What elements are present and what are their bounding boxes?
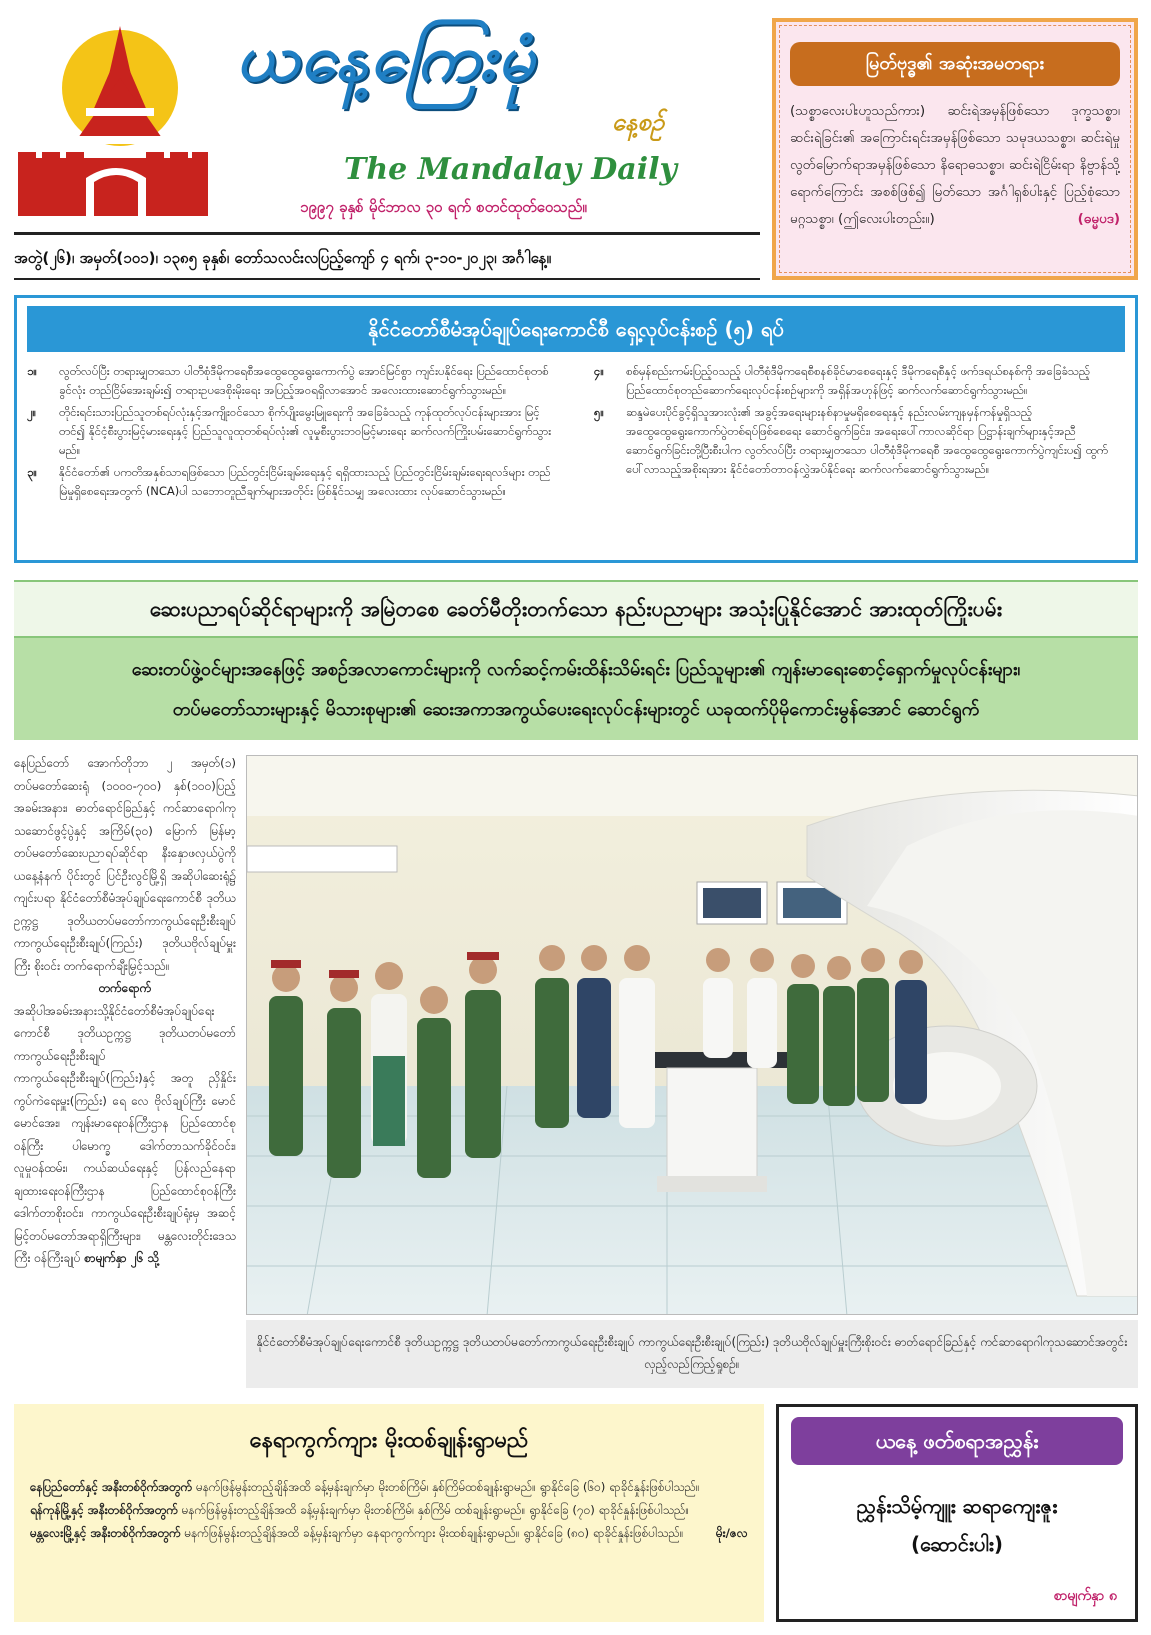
programme-item-number: ၃။ xyxy=(27,465,37,479)
weather-text: မနက်ဖြန်မွန်းတည့်ချိန်အထိ ခန့်မှန်းချက်မှာ မိုးတစ်ကြိမ်၊ နှစ်ကြိမ်ထစ်ချုန်းရွာမည်။ ရွာနိုင်ခြေ (၆၀) ရာခိုင်နှုန်းဖြစ်ပါသည်။ xyxy=(195,1480,700,1494)
quote-source: (ဓမ္မပဒ) xyxy=(1077,211,1120,227)
programme-title: နိုင်ငံတော်စီမံအုပ်ချုပ်ရေးကောင်စီ ရှေ့လုပ်ငန်းစဉ် (၅) ရပ် xyxy=(27,306,1125,352)
programme-item-text: တိုင်းရင်းသားပြည်သူတစ်ရပ်လုံးနှင့်အကျိုးဝင်သော စိုက်ပျိုးမွေးမြူရေးကို အခြေခံသည့် ကုန်ထုတ်လုပ်ငန်းများအား မြင့်တင်၍ နိုင်ငံ့စီးပွားမြင့်မားရေးနှင့် ပြည်သူလူထုတစ်ရပ်လုံး၏ လူမှုစီးပွားဘဝမြင့်မားရေး ဆက်လက်ကြိုးပမ်းဆောင်ရွက်သွားမည်။ xyxy=(59,405,552,457)
continued-on-page: စာမျက်နှာ ၂၆ သို့ xyxy=(84,1251,159,1265)
programme-item-text: ဆန္ဒမဲပေးပိုင်ခွင့်ရှိသူအားလုံး၏ အခွင့်အရေးများနစ်နာမှုမရှိစေရေးနှင့် နည်းလမ်းကျနမှန်ကန်မှုရှိသည့် အထွေထွေရွေးကောက်ပွဲတစ်ရပ်ဖြစ်စေရေး ဆောင်ရွက်ခြင်း၊ အရေးပေါ်ကာလဆိုင်ရာ ပြဋ္ဌာန်းချက်များနှင့်အညီ ဆောင်ရွက်ခြင်းတို့ပြီးစီးပါက လွတ်လပ်ပြီး တရားမျှတသော ပါတီစုံဒီမိုကရေစီ အထွေထွေရွေးကောက်ပွဲကျင်းပ၍ ထွက်ပေါ်လာသည့်အစိုးရအား နိုင်ငံတော်တာဝန်လွှဲအပ်နိုင်ရေး ဆက်လက်ဆောင်ရွက်သွားမည်။ xyxy=(626,405,1109,476)
newspaper-subtitle: နေ့စဉ် xyxy=(612,108,665,136)
headline-deck xyxy=(14,638,1138,740)
headline-deck-line-2: တပ်မတော်သားများနှင့် မိသားစုများ၏ ဆေးအကာအကွယ်ပေးရေးလုပ်ငန်းများတွင် ယခုထက်ပိုမိုကောင်းမွန်အောင် ဆောင်ရွက် xyxy=(172,699,980,720)
weather-text: မနက်ဖြန်မွန်းတည့်ချိန်အထိ ခန့်မှန်းချက်မှာ နေရာကွက်ကျား မိုးထစ်ချုန်းရွာမည်။ ရွာနိုင်ခြေ (၈၀) ရာခိုင်နှုန်းဖြစ်ပါသည်။ xyxy=(184,1526,684,1540)
article-paragraph-2 xyxy=(14,1000,236,1270)
weather-forecast-item xyxy=(30,1476,748,1499)
lead-headline xyxy=(14,580,1138,740)
weather-forecast-item xyxy=(30,1499,748,1522)
masthead-divider xyxy=(14,232,760,236)
programme-item xyxy=(594,403,1125,479)
programme-column-right xyxy=(594,362,1125,504)
headline-deck-line-1: ဆေးတပ်ဖွဲ့ဝင်များအနေဖြင့် အစဉ်အလာကောင်းများကို လက်ဆင့်ကမ်းထိန်းသိမ်းရင်း ပြည်သူများ၏ ကျန်းမာရေးစောင့်ရှောက်မှုလုပ်ငန်းများ၊ xyxy=(131,659,1021,680)
programme-item-number: ၄။ xyxy=(594,364,604,378)
dateline: အတွဲ(၂၆)၊ အမှတ်(၁၀၁)၊ ၁၃၈၅ ခုနှစ်၊ တော်သလင်းလပြည့်ကျော် ၄ ရက်၊ ၃-၁၀-၂၀၂၃၊ အင်္ဂါနေ့။ xyxy=(14,249,552,267)
reading-guide-feature xyxy=(791,1487,1123,1563)
programme-item-text: နိုင်ငံတော်၏ ပကတိအနှစ်သာရဖြစ်သော ပြည်တွင်းငြိမ်းချမ်းရေးနှင့် ရရှိထားသည့် ပြည်တွင်းငြိမ်းချမ်းရေးရလဒ်များ တည်မြဲမှုရှိစေရေးအတွက် (NCA)ပါ သဘောတူညီချက်များအတိုင်း ဖြစ်နိုင်သမျှ အလေးထား လုပ်ဆောင်သွားမည်။ xyxy=(59,465,551,498)
article-paragraph-2-text: အဆိုပါအခမ်းအနားသို့နိုင်ငံတော်စီမံအုပ်ချုပ်ရေးကောင်စီ ဒုတိယဥက္ကဋ္ဌ ဒုတိယတပ်မတော်ကာကွယ်ရေးဦးစီးချုပ် ကာကွယ်ရေးဦးစီးချုပ်(ကြည်း)နှင့် အတူ ညှိနှိုင်းကွပ်ကဲရေးမှူး(ကြည်း) ရေ လေ ဗိုလ်ချုပ်ကြီး မောင်မောင်အေး၊ ကျန်းမာရေးဝန်ကြီးဌာန ပြည်ထောင်စုဝန်ကြီး ပါမောက္ခ ဒေါက်တာသက်ခိုင်ဝင်း၊ လူမှုဝန်ထမ်း၊ ကယ်ဆယ်ရေးနှင့် ပြန်လည်နေရာချထားရေးဝန်ကြီးဌာန ပြည်ထောင်စုဝန်ကြီး ဒေါက်တာစိုးဝင်း၊ ကာကွယ်ရေးဦးစီးချုပ်ရုံးမှ အဆင့်မြင့်တပ်မတော်အရာရှိကြီးများ၊ မန္တလေးတိုင်းဒေသကြီး ဝန်ကြီးချုပ် xyxy=(14,1003,236,1265)
weather-forecast-item xyxy=(30,1522,748,1545)
programme-item-number: ၁။ xyxy=(27,364,37,378)
weather-box xyxy=(14,1404,764,1622)
weather-place: မန္တလေးမြို့နှင့် အနီးတစ်ဝိုက်အတွက် xyxy=(30,1526,181,1540)
programme-item xyxy=(27,403,558,460)
article-subhead: တက်ရောက် xyxy=(98,981,152,995)
lead-article-text xyxy=(14,752,236,1396)
programme-columns xyxy=(27,362,1125,504)
newspaper-title: ယနေ့ကြေးမုံ xyxy=(236,21,537,96)
reading-guide-title: ယနေ့ ဖတ်စရာအညွှန်း xyxy=(791,1417,1123,1465)
radiotherapy-room-photo xyxy=(247,756,1138,1315)
programme-item-text: လွတ်လပ်ပြီး တရားမျှတသော ပါတီစုံဒီမိုကရေစီအထွေထွေရွေးကောက်ပွဲ အောင်မြင်စွာ ကျင်းပနိုင်ရေး ပြည်ထောင်စုတစ်ခွင်လုံး တည်ငြိမ်အေးချမ်း၍ တရားဥပဒေစိုးမိုးရေး အပြည့်အဝရရှိလာအောင် အလေးထားဆောင်ရွက်သွားမည်။ xyxy=(59,364,549,397)
programme-column-left xyxy=(27,362,558,504)
weather-title: နေရာကွက်ကျား မိုးထစ်ချုန်းရွာမည် xyxy=(249,1428,529,1453)
english-title: The Mandalay Daily xyxy=(344,152,677,187)
reading-guide-box xyxy=(776,1404,1138,1622)
programme-item-number: ၅။ xyxy=(594,405,604,419)
programme-item xyxy=(27,463,558,501)
weather-place: နေပြည်တော်နှင့် အနီးတစ်ဝိုက်အတွက် xyxy=(30,1480,193,1494)
programme-item xyxy=(594,362,1125,400)
quote-text xyxy=(790,98,1120,233)
weather-place: ရန်ကုန်မြို့နှင့် အနီးတစ်ဝိုက်အတွက် xyxy=(30,1503,178,1517)
quote-title: မြတ်ဗုဒ္ဓ၏ အဆုံးအမတရား xyxy=(790,42,1120,86)
reading-guide-type: (ဆောင်းပါး) xyxy=(910,1532,1004,1556)
article-paragraph-1: နေပြည်တော် အောက်တိုဘာ ၂ အမှတ်(၁) တပ်မတော်ဆေးရုံ (၁၀၀၀-၇၀၀) နှစ်(၁၀၀)ပြည့် အခမ်းအနား၊ ဓာတ်ရောင်ခြည်နှင့် ကင်ဆာရောဂါကုသဆောင်ဖွင့်ပွဲနှင့် အကြိမ်(၃၀) မြောက် မြန်မာ့တပ်မတော်ဆေးပညာရပ်ဆိုင်ရာ နီးနှောဖလှယ်ပွဲကို ယနေ့နံနက် ပိုင်းတွင် ပြင်ဦးလွင်မြို့ရှိ အဆိုပါဆေးရုံ၌ ကျင်းပရာ နိုင်ငံတော်စီမံအုပ်ချုပ်ရေးကောင်စီ ဒုတိယဥက္ကဋ္ဌ ဒုတိယတပ်မတော်ကာကွယ်ရေးဦးစီးချုပ် ကာကွယ်ရေးဦးစီးချုပ်(ကြည်း) ဒုတိယဗိုလ်ချုပ်မှူးကြီး စိုးဝင်း တက်ရောက်ချီးမြှင့်သည်။ xyxy=(14,756,236,973)
dateline-divider xyxy=(14,278,760,280)
palace-emblem-logo xyxy=(16,18,216,218)
programme-item xyxy=(27,362,558,400)
programme-item-number: ၂။ xyxy=(27,405,37,419)
programme-item-text: စစ်မှန်စည်းကမ်းပြည့်ဝသည့် ပါတီစုံဒီမိုကရေစီစနစ်ခိုင်မာစေရေးနှင့် ဒီမိုကရေစီနှင့် ဖက်ဒရယ်စနစ်ကို အခြေခံသည့် ပြည်ထောင်စုတည်ဆောက်ရေးလုပ်ငန်းစဉ်များကို အရှိန်အဟုန်ဖြင့် ဆက်လက်ဆောင်ရွက်သွားမည်။ xyxy=(626,364,1091,397)
reading-guide-page-ref: စာမျက်နှာ ၈ xyxy=(1053,1588,1117,1604)
photo-caption: နိုင်ငံတော်စီမံအုပ်ချုပ်ရေးကောင်စီ ဒုတိယဥက္ကဋ္ဌ ဒုတိယတပ်မတော်ကာကွယ်ရေးဦးစီးချုပ် ကာကွယ်ရေးဦးစီးချုပ်(ကြည်း) ဒုတိယဗိုလ်ချုပ်မှူးကြီးစိုးဝင်း ဓာတ်ရောင်ခြည်နှင့် ကင်ဆာရောဂါကုသဆောင်အတွင်း လှည့်လည်ကြည့်ရှုစဉ်။ xyxy=(246,1320,1138,1388)
masthead xyxy=(14,14,760,234)
quote-body: (သစ္စာလေးပါးဟူသည်ကား) ဆင်းရဲအမှန်ဖြစ်သော ဒုက္ခသစ္စာ၊ ဆင်းရဲခြင်း၏ အကြောင်းရင်းအမှန်ဖြစ်သော သမုဒယသစ္စာ၊ ဆင်းရဲမှု လွတ်မြောက်ရာအမှန်ဖြစ်သော နိရောဓသစ္စာ၊ ဆင်းရဲငြိမ်းရာ နိဗ္ဗာန်သို့ရောက်ကြောင်း အစစ်ဖြစ်၍ မြတ်သော အင်္ဂါရှစ်ပါးနှင့် ပြည့်စုံသော မဂ္ဂသစ္စာ၊ (ဤလေးပါးတည်း။) xyxy=(790,103,1120,227)
lead-photo xyxy=(246,755,1138,1315)
established-line: ၁၉၉၇ ခုနှစ် မိုင်ဘာလ ၃၀ ရက် စတင်ထုတ်ဝေသည်။ xyxy=(300,198,587,216)
reading-guide-headline: ညွှန်းသိမ့်ကျူး ဆရာကျေးဇူး xyxy=(856,1494,1058,1518)
weather-source: မိုး/ဇလ xyxy=(715,1526,748,1540)
weather-text: မနက်ဖြန်မွန်းတည့်ချိန်အထိ ခန့်မှန်းချက်မှာ မိုးတစ်ကြိမ်၊ နှစ်ကြိမ် ထစ်ချုန်းရွာမည်။ ရွာနိုင်ခြေ (၇၀) ရာခိုင်နှုန်းဖြစ်ပါသည်။ xyxy=(181,1503,690,1517)
programme-box xyxy=(14,295,1138,563)
dhamma-quote-box xyxy=(772,18,1138,280)
headline-main: ဆေးပညာရပ်ဆိုင်ရာများကို အမြဲတစေ ခေတ်မီတိုးတက်သော နည်းပညာများ အသုံးပြုနိုင်အောင် အားထုတ်ကြိုးပမ်း xyxy=(14,580,1138,638)
